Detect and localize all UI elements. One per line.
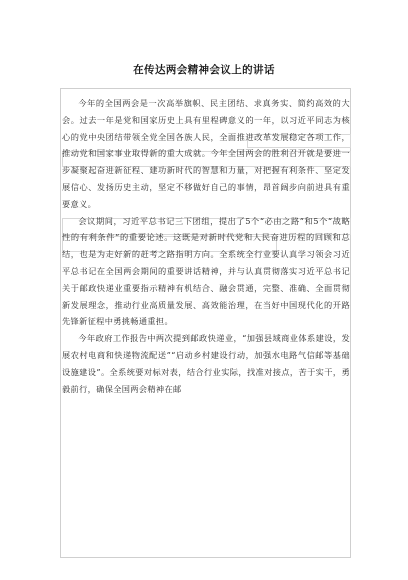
body-paragraph: 今年政府工作报告中两次提到邮政快递业，“加强县域商业体系建设，发展农村电商和快递物流配送”“启动乡村建设行动，加强水电路气信邮等基础设施建设”。全系统要对标对表，结合行业实际，找准对接点，苦于实干，勇毅前行，确保全国两会精神在邮 [62,333,350,394]
document-body [62,95,350,397]
body-paragraph: 会议期间，习近平总书记三下团组，提出了5个“必由之路”和5个“战略性的有利条件”的重要论述。这既是对新时代党和人民奋进历程的回顾和总结，也是为走好新的赶考之路指明方向。全系统全行业要认真学习领会习近平总书记在全国两会期间的重要讲话精神，并与认真贯彻落实习近平总书记关于邮政快递业重要指示精神有机结合、融会贯通，完整、准确、全面贯彻新发展理念，推动行业高质量发展、高效能治理，在当好中国现代化的开路先锋新征程中勇挑畅通重担。 [62,215,350,327]
body-paragraph: 今年的全国两会是一次高举旗帜、民主团结、求真务实、简约高效的大会。过去一年是党和国家历史上具有里程碑意义的一年，以习近平同志为核心的党中央团结带领全党全国各族人民，全面推进改革发展稳定各项工作，推动党和国家事业取得新的重大成就。今年全国两会的胜利召开就是要进一步凝聚起奋进新征程、建功新时代的智慧和力量，对把握有利条件、坚定发展信心、发扬历史主动，坚定不移做好自己的事情，昂首阔步向前进具有重要意义。 [62,98,350,209]
page-title: 在传达两会精神会议上的讲话 [133,64,275,76]
